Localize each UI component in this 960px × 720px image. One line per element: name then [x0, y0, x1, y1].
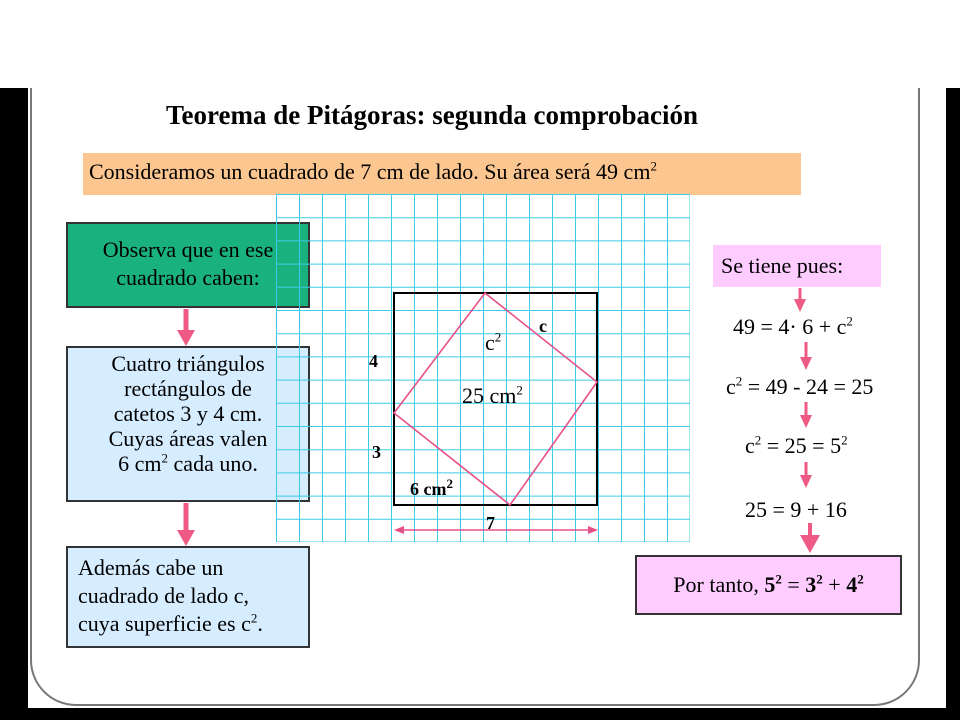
arrow-down-icon: [794, 288, 806, 312]
conclusion-b-exponent: 2: [816, 571, 823, 587]
conclusion-c-base: 4: [846, 572, 858, 597]
c-squared-base: c: [485, 330, 495, 355]
c-squared-label: [485, 330, 501, 356]
triangles-line-1: Cuatro triángulos: [111, 351, 265, 376]
triangles-line-3: catetos 3 y 4 cm.: [113, 401, 263, 426]
inner-area-value: 25 cm: [462, 383, 517, 408]
arrow-down-icon: [800, 462, 812, 488]
page-title: Teorema de Pitágoras: segunda comprobación: [166, 100, 698, 130]
equation-4: 25 = 9 + 16: [745, 497, 847, 522]
arrow-down-icon: [800, 402, 812, 428]
side-label-4: 4: [369, 351, 378, 371]
conclusion-b: [805, 572, 823, 597]
triangles-line-4: Cuyas áreas valen: [108, 426, 268, 451]
equation-2: [726, 374, 873, 400]
width-label-7: 7: [486, 513, 495, 533]
triangle-area-value: 6 cm: [410, 479, 447, 499]
conclusion-equals: =: [781, 572, 806, 597]
observe-line-1: Observa que en ese: [102, 237, 274, 262]
square-area-text: cuya superficie es c: [78, 611, 251, 636]
inner-area-exponent: 2: [516, 382, 523, 398]
conclusion-a-exponent: 2: [775, 571, 782, 587]
equation-3-exponent-2: 2: [841, 432, 848, 448]
square-line-2: cuadrado de lado c,: [78, 583, 250, 608]
equation-2-rest: = 49 - 24 = 25: [742, 374, 874, 399]
observe-line-2: cuadrado caben:: [116, 265, 260, 290]
conclusion-a: [764, 572, 782, 597]
triangles-line-2: rectángulos de: [124, 376, 252, 401]
conclusion-a-base: 5: [764, 572, 776, 597]
triangles-area-suffix: cada uno.: [168, 451, 258, 476]
arrow-down-icon: [800, 523, 820, 553]
square-area-exponent: 2: [250, 610, 258, 626]
conclusion-prefix: Por tanto,: [673, 572, 765, 597]
arrow-down-icon: [177, 309, 195, 346]
triangles-area-value: 6 cm: [118, 451, 162, 476]
c-squared-exponent: 2: [494, 329, 502, 345]
inner-area-label: [462, 383, 523, 409]
grid-diagram: [276, 194, 690, 542]
intro-text: Consideramos un cuadrado de 7 cm de lado. Su área será 49 cm: [89, 159, 651, 184]
square-area-suffix: .: [257, 611, 263, 636]
side-label-3: 3: [372, 442, 381, 462]
hence-box: Se tiene pues:: [713, 245, 881, 287]
intro-exponent: 2: [650, 158, 657, 174]
equation-3-mid: = 25 = 5: [761, 433, 842, 458]
equation-2-exponent: 2: [735, 373, 743, 389]
equation-3-base: c: [745, 433, 755, 458]
equation-2-base: c: [726, 374, 736, 399]
triangles-area-exponent: 2: [161, 450, 169, 466]
triangle-area-label: [410, 476, 453, 500]
conclusion-c: [846, 572, 864, 597]
conclusion-c-exponent: 2: [857, 571, 864, 587]
conclusion-b-base: 3: [805, 572, 817, 597]
equation-3: [745, 433, 848, 459]
arrow-down-icon: [800, 342, 812, 370]
grid-lines: [276, 194, 690, 542]
hypotenuse-label: c: [539, 316, 547, 336]
width-dimension-arrow: [394, 526, 598, 534]
equation-1-exponent: 2: [846, 313, 853, 329]
equation-3-exponent: 2: [754, 432, 762, 448]
equation-1-text: 49 = 4· 6 + c: [733, 314, 847, 339]
arrow-down-icon: [177, 503, 195, 546]
conclusion-box: [635, 555, 902, 615]
triangle-area-exponent: 2: [446, 476, 453, 491]
conclusion-plus: +: [822, 572, 847, 597]
square-line-1: Además cabe un: [78, 555, 224, 580]
equation-1: [733, 314, 853, 340]
